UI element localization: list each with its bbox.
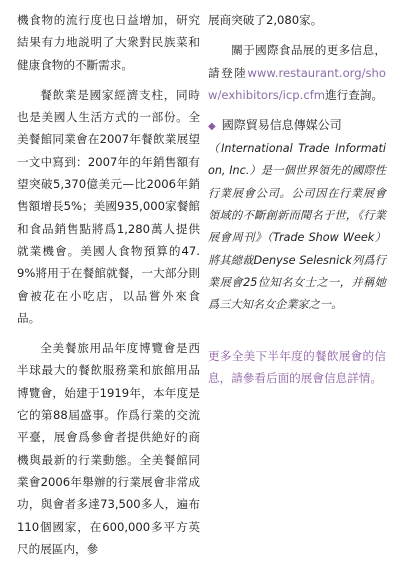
triangle-bullet-icon: ◆ <box>208 121 216 133</box>
company-description: （International Trade Information, Inc.）是一個世界領先的國際性行業展會公司。公司因在行業展會領域的不斷創新而聞名于世，《行業展會周刊》（Trade Show Week）將其總裁Denyse Selesnick列爲行業展會25位知名女士之一，并稱她爲三大知名女企業家之一。 <box>208 142 386 312</box>
more-info-suffix: 進行查詢。 <box>325 87 384 102</box>
more-info-prefix: 關于國際食品展的更多信息，請登陸 <box>208 43 386 80</box>
right-column <box>208 9 386 397</box>
paragraph-restaurant-industry: 餐飲業是國家經濟支柱，同時也是美國人生活方式的一部份。全美餐館同業會在2007年餐飲業展望一文中寫到：2007年的年銷售額有望突破5,370億美元—比2006年銷售額增長5%；美國935,000家餐館和食品銷售點將爲1,280萬人提供就業機會。美國人食物預算的47.9%將用于在餐館就餐，一大部分則會被花在小吃店，以品嘗外來食品。 <box>17 87 200 325</box>
paragraph-trade-show: 全美餐旅用品年度博覽會是西半球最大的餐飲服務業和旅館用品博覽會，始建于1919年，本年度是它的第88屆盛事。作爲行業的交流平臺，展會爲參會者提供絶好的商機與最新的行業動態。全美餐館同業會2006年舉辦的行業展會非常成功，與會者多達73,500多人，遍布110個國家，在600,000多平方英尺的展區内，參 <box>17 341 200 556</box>
paragraph-organic-food: 機食物的流行度也日益增加，研究結果有力地説明了大衆對民族菜和健康食物的不斷需求。 <box>17 13 200 72</box>
paragraph-exhibitors: 展商突破了2,080家。 <box>208 13 323 27</box>
company-bullet <box>208 114 386 138</box>
left-column <box>17 9 200 568</box>
more-shows-note: 更多全美下半年度的餐飲展會的信息，請參看后面的展會信息詳情。 <box>208 348 386 385</box>
company-name: 國際貿易信息傳媒公司 <box>221 118 342 133</box>
show-url-link[interactable]: www.restaurant.org/show/exhibitors/icp.cfm <box>208 65 386 102</box>
paragraph-more-info <box>208 39 386 106</box>
